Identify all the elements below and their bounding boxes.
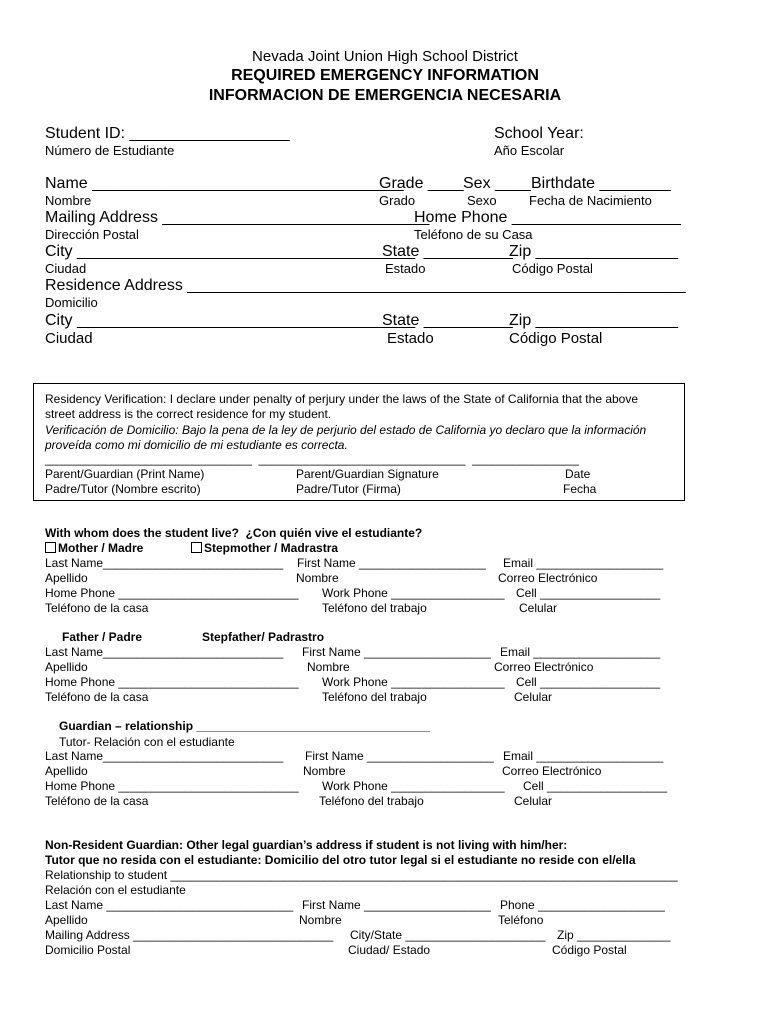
mailing-address-field[interactable]: Mailing Address ______________________________ [45, 209, 430, 226]
title-english: REQUIRED EMERGENCY INFORMATION [231, 67, 539, 84]
birthdate-field[interactable]: Birthdate ________ [531, 175, 671, 192]
title-spanish: INFORMACION DE EMERGENCIA NECESARIA [208, 87, 562, 104]
signature-label-es: Padre/Tutor (Firma) [296, 482, 401, 496]
father-work-phone-field[interactable]: Work Phone _________________ [322, 675, 505, 689]
nonresident-heading-es: Tutor que no resida con el estudiante: Domicilio del otro tutor legal si el estudiante no reside con el/ella [45, 853, 636, 867]
name-field[interactable]: Name ___________________________________ [45, 175, 404, 192]
stepmother-label: Stepmother / Madrastra [204, 541, 339, 555]
apellido-label: Apellido [45, 571, 88, 585]
print-name-label-es: Padre/Tutor (Nombre escrito) [45, 482, 201, 496]
residence-city-field[interactable]: City ______________________________________ [45, 312, 416, 329]
residency-text-1: Residency Verification: I declare under penalty of perjury under the laws of the State of California that the above [45, 392, 639, 406]
guardian-relationship-es: Tutor- Relación con el estudiante [59, 735, 235, 749]
celular-label: Celular [514, 690, 553, 704]
guardian-work-phone-field[interactable]: Work Phone _________________ [322, 779, 505, 793]
celular-label: Celular [519, 601, 558, 615]
city-field[interactable]: City ______________________________________ [45, 243, 416, 260]
residence-zip-field[interactable]: Zip ________________ [509, 312, 679, 329]
domicilio-postal-label: Domicilio Postal [45, 943, 131, 957]
apellido-label: Apellido [45, 660, 88, 674]
apellido-label: Apellido [45, 764, 88, 778]
guardian-relationship-field[interactable]: Guardian – relationship ___________________________________ [59, 719, 430, 733]
nombre-label: Nombre [45, 193, 92, 208]
stepfather-label[interactable]: Stepfather/ Padrastro [202, 630, 325, 644]
codigo-postal-label: Código Postal [512, 261, 593, 276]
correo-label: Correo Electrónico [498, 571, 598, 585]
nonresident-last-name-field[interactable]: Last Name ____________________________ [45, 898, 294, 912]
direccion-postal-label: Dirección Postal [45, 227, 139, 242]
ciudad-label: Ciudad [45, 261, 87, 276]
nonresident-zip-field[interactable]: Zip ______________ [557, 928, 671, 942]
mother-checkbox[interactable] [45, 542, 56, 553]
lives-with-question: With whom does the student live? ¿Con quién vive el estudiante? [45, 526, 423, 540]
estado-label: Estado [385, 261, 426, 276]
tel-trabajo-label: Teléfono del trabajo [322, 690, 427, 704]
nonresident-first-name-field[interactable]: First Name ___________________ [302, 898, 491, 912]
nombre-label: Nombre [299, 913, 342, 927]
school-year-label-es: Año Escolar [494, 143, 565, 158]
mother-last-name-field[interactable]: Last Name___________________________ [45, 556, 284, 570]
print-name-label: Parent/Guardian (Print Name) [45, 467, 205, 481]
nonresident-phone-field[interactable]: Phone ___________________ [500, 898, 665, 912]
school-year-field[interactable]: School Year: [494, 125, 584, 142]
state-field[interactable]: State __________ [382, 243, 513, 260]
student-id-field[interactable]: Student ID: __________________ [45, 125, 290, 142]
father-last-name-field[interactable]: Last Name___________________________ [45, 645, 284, 659]
father-first-name-field[interactable]: First Name ___________________ [302, 645, 491, 659]
mother-email-field[interactable]: Email ___________________ [503, 556, 664, 570]
relationship-field[interactable]: Relationship to student ____________________________________________________________________________ [45, 868, 678, 882]
mother-option[interactable] [45, 542, 143, 554]
nonresident-city-state-field[interactable]: City/State _____________________ [350, 928, 546, 942]
guardian-email-field[interactable]: Email ___________________ [503, 749, 664, 763]
tel-casa-label: Teléfono de la casa [45, 690, 149, 704]
signature-label: Parent/Guardian Signature [296, 467, 439, 481]
nombre-label: Nombre [296, 571, 339, 585]
mother-first-name-field[interactable]: First Name ___________________ [297, 556, 486, 570]
guardian-home-phone-field[interactable]: Home Phone ___________________________ [45, 779, 299, 793]
mother-cell-field[interactable]: Cell __________________ [516, 586, 661, 600]
estado-label-2: Estado [387, 330, 434, 347]
mother-home-phone-field[interactable]: Home Phone ___________________________ [45, 586, 299, 600]
date-label-es: Fecha [563, 482, 597, 496]
apellido-label: Apellido [45, 913, 88, 927]
nonresident-mailing-field[interactable]: Mailing Address ______________________________ [45, 928, 334, 942]
celular-label: Celular [514, 794, 553, 808]
correo-label: Correo Electrónico [494, 660, 594, 674]
zip-field[interactable]: Zip ________________ [509, 243, 679, 260]
grade-field[interactable]: Grade ____ [379, 175, 464, 192]
codigo-postal-label: Código Postal [552, 943, 627, 957]
father-cell-field[interactable]: Cell __________________ [516, 675, 661, 689]
stepmother-option[interactable] [191, 542, 338, 554]
nonresident-heading-en: Non-Resident Guardian: Other legal guardian’s address if student is not living with him/her: [45, 838, 568, 852]
residency-text-2: street address is the correct residence for my student. [45, 407, 332, 421]
ciudad-label-2: Ciudad [45, 330, 93, 347]
telefono-casa-label: Teléfono de su Casa [414, 227, 533, 242]
father-email-field[interactable]: Email ___________________ [500, 645, 661, 659]
fecha-nacimiento-label: Fecha de Nacimiento [529, 193, 652, 208]
tel-trabajo-label: Teléfono del trabajo [319, 794, 424, 808]
nombre-label: Nombre [303, 764, 346, 778]
ciudad-estado-label: Ciudad/ Estado [348, 943, 431, 957]
district-name: Nevada Joint Union High School District [252, 48, 518, 65]
sex-field[interactable]: Sex ____ [463, 175, 531, 192]
residence-state-field[interactable]: State __________ [382, 312, 513, 329]
tel-casa-label: Teléfono de la casa [45, 794, 149, 808]
home-phone-field[interactable]: Home Phone ___________________ [414, 209, 681, 226]
grado-label: Grado [379, 193, 416, 208]
stepmother-checkbox[interactable] [191, 542, 202, 553]
correo-label: Correo Electrónico [502, 764, 602, 778]
relacion-label: Relación con el estudiante [45, 883, 186, 897]
domicilio-label: Domicilio [45, 295, 98, 310]
mother-label: Mother / Madre [58, 541, 144, 555]
residency-text-es-1: Verificación de Domicilio: Bajo la pena de la ley de perjurio del estado de California yo declaro que la información [45, 423, 647, 437]
telefono-label: Teléfono [498, 913, 544, 927]
sexo-label: Sexo [467, 193, 497, 208]
guardian-first-name-field[interactable]: First Name ___________________ [305, 749, 494, 763]
tel-trabajo-label: Teléfono del trabajo [322, 601, 427, 615]
residency-text-es-2: proveída como mi domicilio de mi estudiante es correcta. [45, 438, 348, 452]
signature-lines[interactable]: _______________________________ _______________________________ ________________ [45, 452, 579, 466]
residence-address-field[interactable]: Residence Address ________________________________________________________ [45, 277, 686, 294]
nombre-label: Nombre [307, 660, 350, 674]
father-label[interactable]: Father / Padre [62, 630, 143, 644]
mother-work-phone-field[interactable]: Work Phone _________________ [322, 586, 505, 600]
father-home-phone-field[interactable]: Home Phone ___________________________ [45, 675, 299, 689]
guardian-cell-field[interactable]: Cell __________________ [523, 779, 668, 793]
date-label: Date [565, 467, 591, 481]
tel-casa-label: Teléfono de la casa [45, 601, 149, 615]
student-id-label-es: Número de Estudiante [45, 143, 175, 158]
codigo-postal-label-2: Código Postal [509, 330, 603, 347]
guardian-last-name-field[interactable]: Last Name___________________________ [45, 749, 284, 763]
